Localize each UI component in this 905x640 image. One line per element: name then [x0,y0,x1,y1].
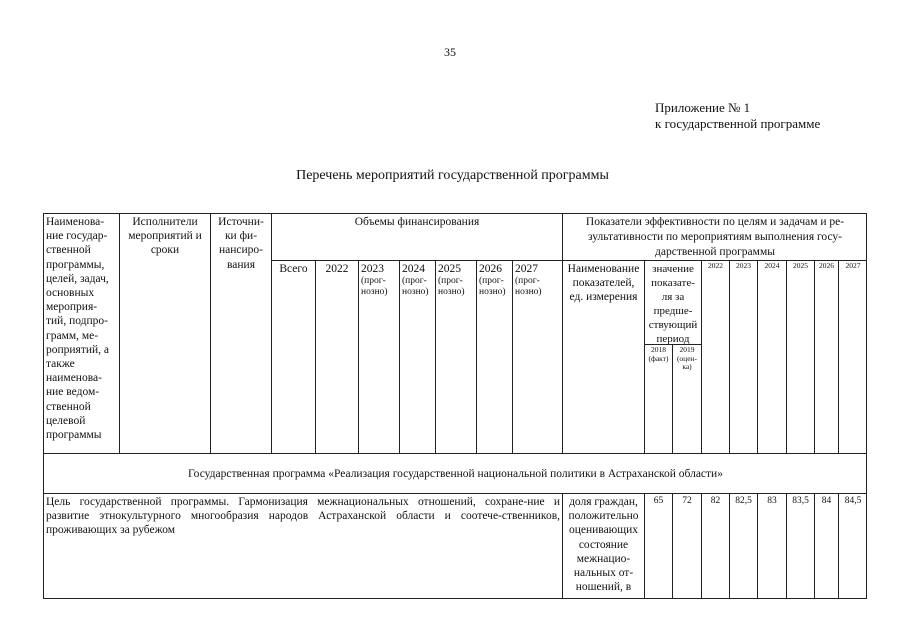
document-title: Перечень мероприятий государственной программы [296,168,609,183]
goal-value-2025: 83,5 [786,493,814,599]
header-funding-2025 [435,260,476,453]
header-ind-2025: 2025 [786,260,814,453]
header-indicators: Показатели эффективности по целям и задачам и ре-зультативности по мероприятиям выполнения госу-дарственной программы [562,213,867,260]
goal-value-2024: 83 [757,493,786,599]
page-number: 35 [444,45,456,59]
header-funding-total: Всего [271,260,315,453]
funding-year-note: (прог-нозно) [361,276,388,298]
appendix-line-2: к государственной программе [655,116,821,131]
funding-year-label: 2026 [479,263,502,275]
funding-year-label: 2027 [515,263,538,275]
program-row: Государственная программа «Реализация государственной национальной политики в Астраханской области» [43,453,867,493]
header-funding-2027 [512,260,562,453]
header-ind-2026: 2026 [814,260,838,453]
funding-year-note: (прог-нозно) [438,276,465,298]
goal-value-2023: 82,5 [729,493,757,599]
goal-value-2019: 72 [672,493,701,599]
header-funding-sources: Источни-ки фи-нансиро-вания [210,213,271,453]
header-indicator-name: Наименование показателей, ед. измерения [562,260,644,453]
header-prev-2018: 2018 (факт) [644,344,672,453]
funding-year-note: (прог-нозно) [479,276,506,298]
appendix-note [655,100,820,132]
funding-year-label: 2025 [438,263,461,275]
header-funding-2026 [476,260,512,453]
header-previous-period: значение показате-ля за предше-ствующий период [644,260,701,344]
header-ind-2024: 2024 [757,260,786,453]
header-funding-2022: 2022 [315,260,358,453]
header-funding-2023 [358,260,399,453]
header-program-name: Наименова-ние государ-ственной программы, целей, задач, основных мероприя-тий, подпро-грамм, ме-роприятий, а также наименова-ние ведом-ственной целевой программы [43,213,119,453]
header-funding-2024 [399,260,435,453]
header-funding-volumes: Объемы финансирования [271,213,562,260]
goal-value-2022: 82 [701,493,729,599]
funding-year-note: (прог-нозно) [515,276,542,298]
header-ind-2023: 2023 [729,260,757,453]
funding-year-note: (прог-нозно) [402,276,429,298]
header-executors: Исполнители мероприятий и сроки [119,213,210,453]
funding-year-label: 2024 [402,263,425,275]
header-prev-2019: 2019 (оцен-ка) [672,344,701,453]
goal-value-2018: 65 [644,493,672,599]
goal-value-2026: 84 [814,493,838,599]
appendix-line-1: Приложение № 1 [655,100,751,115]
header-ind-2022: 2022 [701,260,729,453]
goal-text: Цель государственной программы. Гармонизация межнациональных отношений, сохране-ние и развитие этнокультурного многообразия народов Астраханской области и соотече-ственников, проживающих за рубежом [43,493,562,599]
goal-value-2027: 84,5 [838,493,867,599]
goal-indicator-name: доля граждан, положительно оценивающих состояние межнацио-нальных от-ношений, в [562,493,644,599]
header-ind-2027: 2027 [838,260,867,453]
measures-table [43,213,867,599]
funding-year-label: 2023 [361,263,384,275]
